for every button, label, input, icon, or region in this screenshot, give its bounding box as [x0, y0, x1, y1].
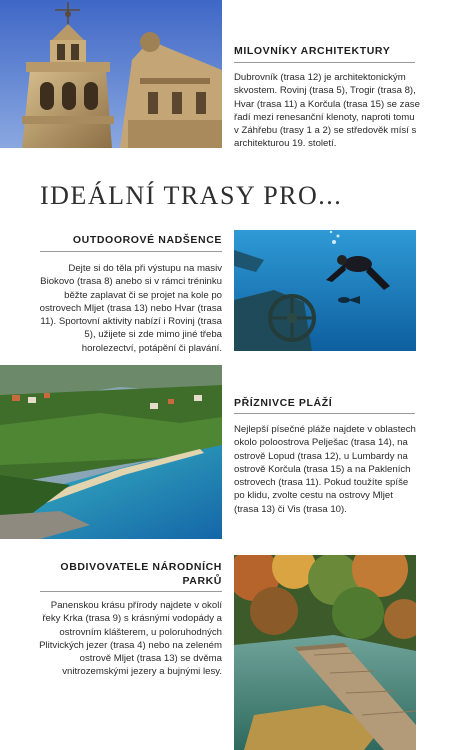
- park-photo: [234, 555, 416, 750]
- beach-photo: [0, 365, 222, 539]
- beaches-divider: [234, 413, 415, 414]
- outdoor-text: Dejte si do těla při výstupu na masiv Biokovo (trasa 8) anebo si v rámci tréninku běžte zaplavat či se projet na kole po ostrovech Mljet (trasa 13) nebo Hvar (trasa 11). Sportovní aktivity nabízí i Rovinj (trasa 5), užijete si zde mimo jiné třeba horolezectví, potápění či plavání.: [39, 263, 222, 354]
- architecture-heading: MILOVNÍKY ARCHITEKTURY: [234, 45, 391, 57]
- outdoor-heading: OUTDOOROVÉ NADŠENCE: [72, 234, 222, 246]
- parks-divider: [40, 591, 222, 592]
- parks-heading: OBDIVOVATELE NÁRODNÍCH PARKŮ: [60, 561, 222, 587]
- beaches-text: Nejlepší písečné pláže najdete v oblastech okolo poloostrova Pelješac (trasa 14), na ostrově Lopud (trasa 12), u Lumbardy na ostrově Korčula (trasa 15) a na Pakleních ostrovech (trasa 11). Pokud toužíte spíše po klidu, zvolte cestu na ostrovy Mljet (trasa 13) či Vis (trasa 10).: [234, 424, 416, 515]
- beaches-heading: PŘÍZNIVCE PLÁŽÍ: [234, 397, 333, 409]
- architecture-divider: [234, 62, 415, 63]
- parks-text: Panenskou krásu přírody najdete v okolí řeky Krka (trasa 9) s krásnými vodopády a ostrovním klášterem, u poloruhodných Plitvických jezer (trasa 4) nebo na zeleném ostrově Mljet (trasa 13) se dvěma vnitrozemskými jezery a bujnými lesy.: [39, 600, 222, 678]
- diving-photo: [234, 230, 416, 351]
- architecture-photo: [0, 0, 222, 148]
- page-title: IDEÁLNÍ TRASY PRO...: [40, 181, 343, 210]
- outdoor-divider: [40, 251, 222, 252]
- architecture-text: Dubrovník (trasa 12) je architektonickým skvostem. Rovinj (trasa 5), Trogir (trasa 8), Hvar (trasa 11) a Korčula (trasa 15) se zase řadí mezi renesanční klenoty, naproti tomu v Záhřebu (trasy 1 a 2) se středověk mísí s architekturou 19. století.: [234, 72, 420, 150]
